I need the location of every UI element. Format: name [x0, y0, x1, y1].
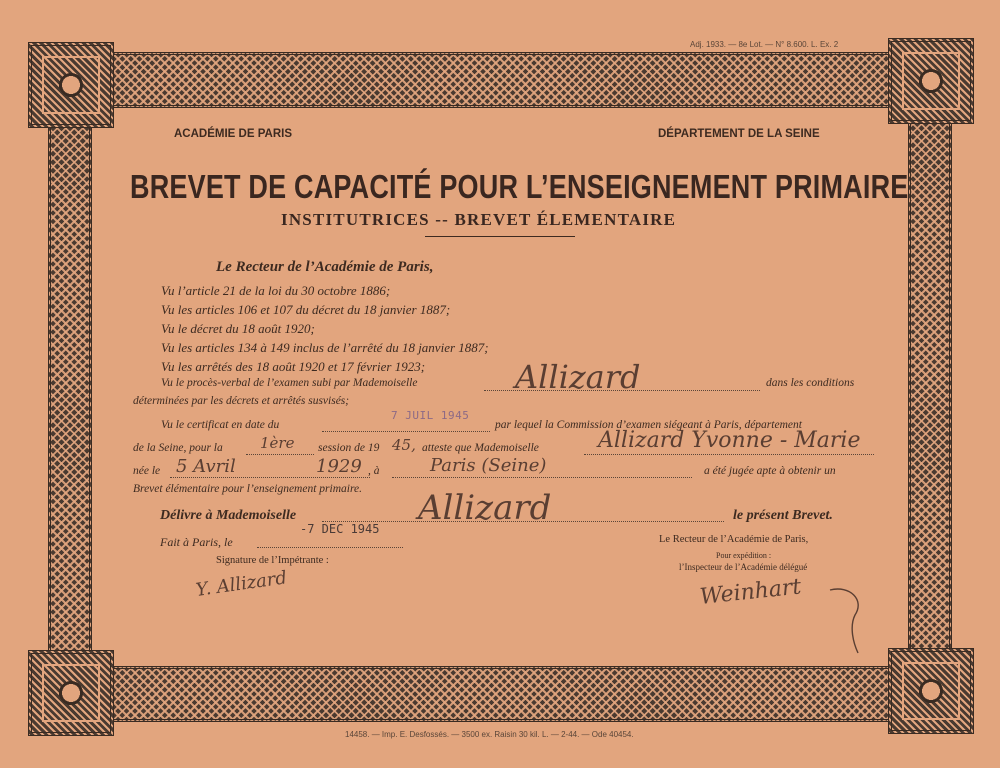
certificate-prefix: Vu le certificat en date du [161, 419, 280, 431]
exam-line-suffix: dans les conditions [766, 377, 855, 389]
delivery-suffix: le présent Brevet. [733, 508, 833, 523]
consideration-line: Vu le décret du 18 août 1920; [161, 321, 315, 336]
corner-ornament-bottom-right [888, 648, 974, 734]
certificate-line2-c: atteste que Mademoiselle [422, 442, 539, 454]
page-title: BREVET DE CAPACITÉ POUR L’ENSEIGNEMENT PRIMAIRE [130, 168, 909, 206]
rector-line: Le Recteur de l’Académie de Paris, [216, 259, 434, 275]
certificate-line3-b: , à [368, 465, 380, 477]
session-year: 45, [392, 436, 416, 454]
bottom-ornamental-band [112, 666, 888, 722]
top-ornamental-band [112, 52, 888, 108]
for-dispatch-label: Pour expédition : [716, 551, 772, 560]
consideration-line: Vu les articles 106 et 107 du décret du 18 janvier 1887; [161, 302, 451, 317]
place-date-prefix: Fait à Paris, le [160, 535, 233, 549]
official-signature: Weinhart [698, 574, 803, 610]
official-signature-flourish [690, 585, 870, 655]
corner-ornament-bottom-left [28, 650, 114, 736]
printer-footer: 14458. — Imp. E. Desfossés. — 3500 ex. Raisin 30 kil. L. — 2-44. — Ode 40454. [345, 730, 634, 739]
candidate-full-name: Allizard Yvonne - Marie [598, 428, 861, 453]
certificate-mid: par lequel la Commission d’examen siégeant à Paris, département [495, 419, 802, 431]
certificate-line2-a: de la Seine, pour la [133, 442, 223, 454]
certificate-line3-a: née le [133, 465, 161, 477]
title-divider [425, 236, 575, 237]
certificate-line4: Brevet élémentaire pour l’enseignement primaire. [133, 483, 362, 495]
signature-label: Signature de l’Impétrante : [216, 555, 329, 566]
academy-header: ACADÉMIE DE PARIS [174, 128, 292, 140]
inspector-label: l’Inspecteur de l’Académie délégué [679, 562, 808, 572]
delivery-name: Allizard [418, 488, 552, 528]
left-ornamental-band [48, 124, 92, 658]
exam-line-2: déterminées par les décrets et arrêtés susvisés; [133, 395, 350, 407]
birth-year: 1929 [316, 456, 362, 477]
corner-ornament-top-right [888, 38, 974, 124]
session-number: 1ère [260, 434, 295, 452]
candidate-signature: Y. Allizard [194, 567, 289, 601]
issue-date-stamp: -7 DEC 1945 [300, 522, 380, 536]
certificate-line2-b: session de 19 [318, 442, 380, 454]
exam-line-prefix: Vu le procès-verbal de l’examen subi par Mademoiselle [161, 377, 418, 389]
certificate-date-stamp: 7 JUIL 1945 [391, 409, 470, 422]
corner-ornament-top-left [28, 42, 114, 128]
consideration-line: Vu l’article 21 de la loi du 30 octobre 1886; [161, 283, 391, 298]
consideration-line: Vu les articles 134 à 149 inclus de l’arrêté du 18 janvier 1887; [161, 340, 489, 355]
right-ornamental-band [908, 124, 952, 658]
certificate-line3-c: a été jugée apte à obtenir un [704, 465, 836, 477]
birth-place: Paris (Seine) [430, 455, 547, 476]
rector-signature-title: Le Recteur de l’Académie de Paris, [659, 534, 809, 545]
consideration-line: Vu les arrêtés des 18 août 1920 et 17 février 1923; [161, 359, 426, 374]
exam-candidate-name: Allizard [515, 358, 641, 396]
department-header: DÉPARTEMENT DE LA SEINE [658, 128, 820, 140]
delivery-prefix: Délivre à Mademoiselle [160, 508, 297, 523]
birth-day: 5 Avril [176, 456, 236, 477]
page-subtitle: INSTITUTRICES -- BREVET ÉLEMENTAIRE [281, 210, 677, 229]
print-reference: Adj. 1933. — 8e Lot. — N° 8.600. L. Ex. 2 [690, 40, 839, 49]
